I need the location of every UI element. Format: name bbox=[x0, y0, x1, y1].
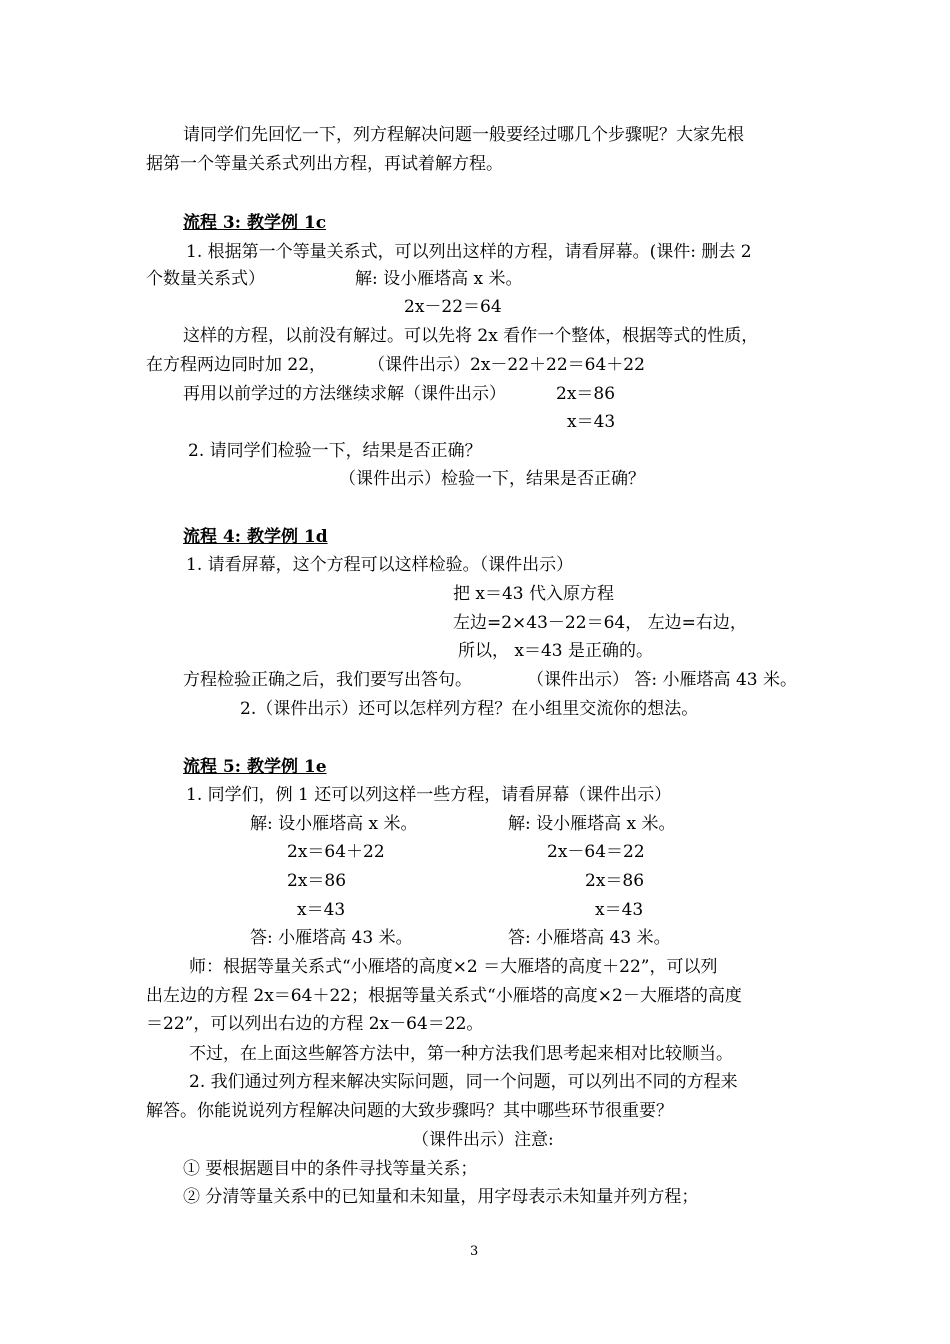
s5-para-line-2: 出左边的方程 2x＝64＋22；根据等量关系式“小雁塔的高度×2－大雁塔的高度 bbox=[146, 986, 742, 1006]
s4-line-6: 2.（课件出示）还可以怎样列方程？在小组里交流你的想法。 bbox=[240, 699, 699, 719]
s3-line-5a: 再用以前学过的方法继续求解（课件出示） bbox=[183, 384, 506, 404]
s5-right-line-e: 答: 小雁塔高 43 米。 bbox=[508, 928, 671, 948]
s3-line-3: 这样的方程，以前没有解过。可以先将 2x 看作一个整体，根据等式的性质， bbox=[183, 326, 759, 346]
s5-para-line-5: 2. 我们通过列方程来解决实际问题，同一个问题，可以列出不同的方程来 bbox=[189, 1072, 738, 1092]
s4-line-5a: 方程检验正确之后，我们要写出答句。 bbox=[183, 670, 472, 690]
s5-right-line-c: 2x＝86 bbox=[585, 871, 645, 891]
s5-line-1: 1. 同学们，例 1 还可以列这样一些方程，请看屏幕（课件出示） bbox=[186, 785, 672, 805]
s3-line-7: 2. 请同学们检验一下，结果是否正确？ bbox=[188, 441, 482, 461]
s3-line-2a: 个数量关系式） bbox=[146, 269, 265, 289]
s5-para-line-1: 师：根据等量关系式“小雁塔的高度×2 ＝大雁塔的高度＋22”，可以列 bbox=[189, 957, 718, 977]
s5-left-line-c: 2x＝86 bbox=[287, 871, 347, 891]
s3-line-2b: 解: 设小雁塔高 x 米。 bbox=[355, 269, 523, 289]
s5-note-heading: （课件出示）注意: bbox=[412, 1130, 554, 1150]
s5-para-line-6: 解答。你能说说列方程解决问题的大致步骤吗？其中哪些环节很重要？ bbox=[146, 1101, 673, 1121]
s5-left-line-b: 2x＝64＋22 bbox=[287, 842, 385, 862]
s3-line-1: 1. 根据第一个等量关系式，可以列出这样的方程，请看屏幕。(课件: 删去 2 bbox=[186, 242, 752, 262]
s3-line-4a: 在方程两边同时加 22， bbox=[146, 355, 327, 375]
section-3-heading: 流程 3: 教学例 1c bbox=[183, 213, 327, 233]
s3-line-4b: （课件出示）2x－22＋22＝64＋22 bbox=[368, 355, 645, 375]
s3-line-6: x＝43 bbox=[567, 412, 616, 432]
s3-line-8: （课件出示）检验一下，结果是否正确？ bbox=[339, 469, 645, 489]
s5-left-line-a: 解: 设小雁塔高 x 米。 bbox=[250, 814, 418, 834]
intro-line-1: 请同学们先回忆一下，列方程解决问题一般要经过哪几个步骤呢？大家先根 bbox=[183, 125, 744, 145]
s5-para-line-3: ＝22”，可以列出右边的方程 2x－64＝22。 bbox=[146, 1014, 484, 1034]
s5-left-line-d: x＝43 bbox=[297, 900, 346, 920]
page-number: 3 bbox=[470, 1244, 479, 1259]
section-5-heading: 流程 5: 教学例 1e bbox=[183, 757, 327, 777]
s4-line-2: 把 x＝43 代入原方程 bbox=[453, 584, 615, 604]
s4-line-5b: （课件出示） 答: 小雁塔高 43 米。 bbox=[527, 670, 797, 690]
s4-line-3: 左边=2×43－22＝64， 左边=右边， bbox=[453, 613, 747, 633]
s5-right-line-a: 解: 设小雁塔高 x 米。 bbox=[508, 814, 676, 834]
s3-line-5b: 2x＝86 bbox=[556, 384, 616, 404]
s4-line-1: 1. 请看屏幕，这个方程可以这样检验。（课件出示） bbox=[186, 555, 574, 575]
s4-line-4: 所以， x＝43 是正确的。 bbox=[458, 641, 654, 661]
s5-right-line-d: x＝43 bbox=[595, 900, 644, 920]
s3-equation-1: 2x－22＝64 bbox=[404, 297, 502, 317]
s5-note-2: ② 分清等量关系中的已知量和未知量，用字母表示未知量并列方程； bbox=[183, 1187, 699, 1207]
s5-note-1: ① 要根据题目中的条件寻找等量关系； bbox=[183, 1159, 478, 1179]
s5-right-line-b: 2x－64＝22 bbox=[547, 842, 645, 862]
intro-line-2: 据第一个等量关系式列出方程，再试着解方程。 bbox=[146, 154, 503, 174]
section-4-heading: 流程 4: 教学例 1d bbox=[183, 527, 328, 547]
s5-para-line-4: 不过，在上面这些解答方法中，第一种方法我们思考起来相对比较顺当。 bbox=[189, 1044, 733, 1064]
s5-left-line-e: 答: 小雁塔高 43 米。 bbox=[250, 928, 413, 948]
